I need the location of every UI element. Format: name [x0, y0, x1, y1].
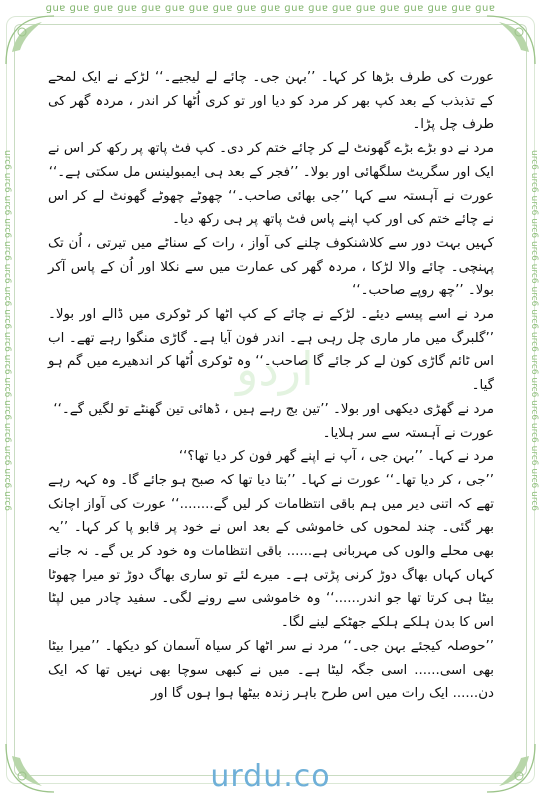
site-brand-footer: urdu.co	[210, 759, 331, 794]
paragraph: کہیں بہت دور سے کلاشنکوف چلنے کی آواز ، رات کے سناٹے میں تیرتی ، اُن تک پہنچی۔ چائے والا لڑکا ، مردہ گھر کی عمارت میں سے نکلا اور اُن کے پاس آکر بولا۔ ’’چھ روپے صاحب۔‘‘	[48, 235, 494, 299]
paragraph: مرد نے گھڑی دیکھی اور بولا۔ ’’تین بج رہے ہیں ، ڈھائی تین گھنٹے تو لگیں گے۔‘‘	[53, 401, 494, 417]
paragraph: مرد نے اسے پیسے دیئے۔ لڑکے نے چائے کے کپ اٹھا کر ٹوکری میں ڈالے اور بولا۔ ’’گلبرگ میں مار ماری چل رہی ہے۔ اندر فون آیا ہے۔ گاڑی منگوا رہے تھے۔ اب اس ٹائم گاڑی کون لے کر جائے گا صاحب۔‘‘ وہ ٹوکری اُٹھا کر اندھیرے میں گم ہو گیا۔	[48, 307, 494, 394]
right-ornament-border: urc6 urc6 urc6 urc6 urc6 urc6 urc6 urc6 urc6 urc6 urc6 urc6 urc6 urc6 urc6 urc6	[529, 150, 539, 512]
paragraph: مرد نے دو بڑے بڑے گھونٹ لے کر چائے ختم کر دی۔ کپ فٹ پاتھ پر رکھ کر اس نے ایک اور سگریٹ سلگھائی اور بولا۔ ’’فجر کے بعد ہی ایمبولینس مل سکتی ہے۔‘‘	[48, 141, 494, 180]
paragraph: مرد نے کہا۔ ’’بہن جی ، آپ نے اپنے گھر فون کر دیا تھا؟‘‘	[178, 449, 494, 465]
paragraph: عورت کی طرف بڑھا کر کہا۔ ’’بہن جی۔ چائے لے لیجیے۔‘‘ لڑکے نے ایک لمحے کے تذبذب کے بعد کپ بھر کر مرد کو دیا اور تو کری اُٹھا کر اندر ، مردہ گھر کی طرف چل پڑا۔	[48, 70, 494, 133]
left-ornament-border: urc6 urc6 urc6 urc6 urc6 urc6 urc6 urc6 urc6 urc6 urc6 urc6 urc6 urc6 urc6 urc6	[2, 150, 12, 512]
corner-flourish-icon	[2, 12, 58, 68]
corner-flourish-icon	[483, 12, 539, 68]
story-text-body	[48, 66, 494, 706]
paragraph: ’’حوصلہ کیجئے بہن جی۔‘‘ مرد نے سر اٹھا کر سیاہ آسمان کو دیکھا۔ ’’میرا بیٹا بھی اسی...... اسی جگہ لیٹا ہے۔ میں نے کبھی سوچا بھی نہیں تھا کہ ایک دن...... ایک رات میں اس طرح باہر زندہ بیٹھا ہوا ہوں گا اور	[48, 638, 494, 702]
paragraph: عورت نے آہستہ سے کہا ’’جی بھائی صاحب۔‘‘ چھوٹے چھوٹے گھونٹ لے کر اس نے چائے ختم کی اور کپ اپنے پاس فٹ پاتھ پر ہی رکھ دیا۔	[48, 188, 494, 228]
top-ornament-border: ɡuɐ ɡuɐ ɡuɐ ɡuɐ ɡuɐ ɡuɐ ɡuɐ ɡuɐ ɡuɐ ɡuɐ ɡuɐ ɡuɐ ɡuɐ ɡuɐ ɡuɐ ɡuɐ ɡuɐ ɡuɐ ɡuɐ	[45, 3, 496, 14]
paragraph: عورت نے آہستہ سے سر ہلایا۔	[322, 425, 494, 441]
svg-text:اردو: اردو	[236, 342, 314, 396]
paragraph: ’’جی ، کر دیا تھا۔‘‘ عورت نے کہا۔ ’’بتا دیا تھا کہ صبح ہو جائے گا۔ وہ کہہ رہے تھے کہ اتنی دیر میں ہم باقی انتظامات کر لیں گے........‘‘ عورت کی آواز اچانک بھر گئی۔ چند لمحوں کی خاموشی کے بعد اس نے خود پر قابو پا کر کہا۔ ’’یہ بھی محلے والوں کی مہربانی ہے...... باقی انتظامات وہ خود کر یں گے۔ نہ جانے کہاں کہاں بھاگ دوڑ کرنی پڑتی ہے۔ میرے لئے تو ساری بھاگ دوڑ تو میرا چھوٹا بیٹا ہی کرتا تھا جو اندر......‘‘ وہ خاموشی سے رونے لگی۔ سفید چادر میں لپٹا اس کا بدن ہلکے ہلکے جھٹکے لینے لگا۔	[48, 472, 494, 631]
